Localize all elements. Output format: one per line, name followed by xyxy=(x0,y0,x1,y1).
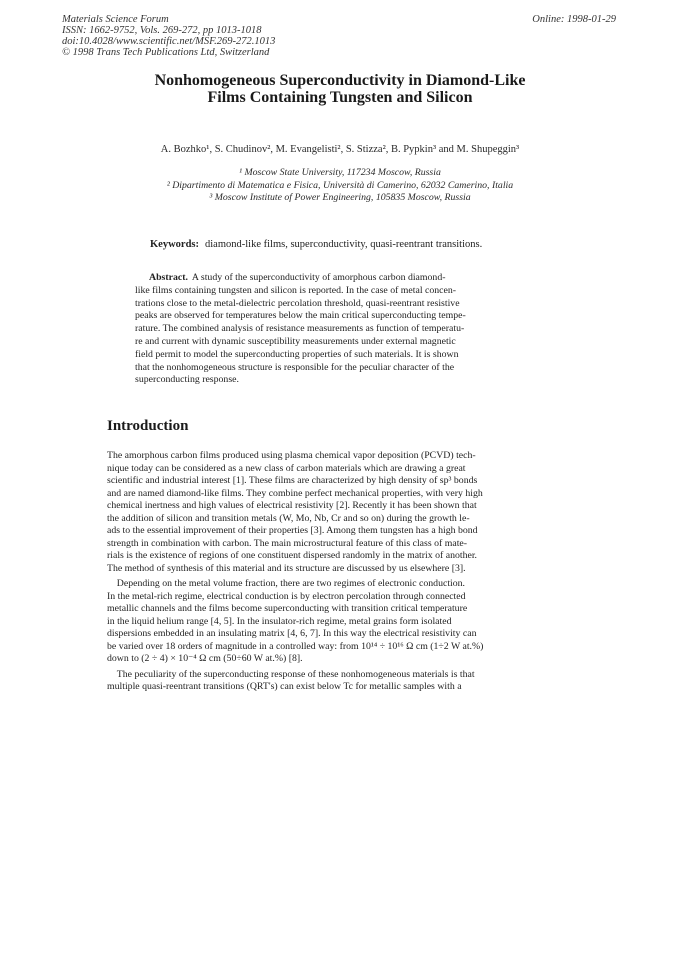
abstract-line: rature. The combined analysis of resistance measurements as function of temperatu- xyxy=(135,323,465,335)
abstract-line: peaks are observed for temperatures below the main critical superconducting tempe- xyxy=(135,310,466,322)
body-line: dispersions embedded in an insulating matrix [4, 6, 7]. In this way the electrical resistivity can xyxy=(107,628,477,639)
copyright-line: © 1998 Trans Tech Publications Ltd, Switzerland xyxy=(62,47,270,58)
abstract-line: that the nonhomogeneous structure is responsible for the peculiar character of the xyxy=(135,361,455,373)
affiliations xyxy=(60,167,620,205)
body-line: In the metal-rich regime, electrical conduction is by electron percolation through connected xyxy=(107,590,466,602)
abstract-line: Abstract. A study of the superconductivity of amorphous carbon diamond- xyxy=(135,272,527,285)
journal-name: Materials Science Forum xyxy=(62,14,169,25)
section-body xyxy=(107,450,553,694)
body-line: The amorphous carbon films produced using plasma chemical vapor deposition (PCVD) tech- xyxy=(107,450,476,461)
abstract-label: Abstract. xyxy=(149,272,188,283)
author-list: A. Bozhko¹, S. Chudinov², M. Evangelisti², S. Stizza², B. Pypkin³ and M. Shupeggin³ xyxy=(160,144,520,155)
abstract-line: field permit to model the superconducting properties of such materials. It is shown xyxy=(135,348,459,360)
body-line: strength in combination with carbon. The main microstructural feature of this class of mate- xyxy=(107,537,468,549)
abstract xyxy=(135,272,527,387)
keywords-text: diamond-like films, superconductivity, quasi-reentrant transitions. xyxy=(205,239,483,250)
body-line: nique today can be considered as a new class of carbon materials which are drawing a great xyxy=(107,462,466,474)
abstract-line: superconducting response. xyxy=(135,374,239,386)
abstract-line: like films containing tungsten and silicon is reported. In the case of metal concen- xyxy=(135,284,457,296)
abstract-line: trations close to the metal-dielectric percolation threshold, quasi-reentrant resistive xyxy=(135,297,460,309)
body-line: The method of synthesis of this material and its structure are discussed by us elsewhere [3]. xyxy=(107,562,466,574)
publication-info xyxy=(62,14,275,58)
paper-title xyxy=(90,72,590,106)
body-line: be varied over 18 orders of magnitude in a controlled way: from 10¹⁴ ÷ 10¹⁶ Ω cm (1÷2 W at.%) xyxy=(107,640,484,652)
section-heading: Introduction xyxy=(107,418,189,434)
body-line: chemical inertness and high values of electrical resistivity [2]. Recently it has been shown that xyxy=(107,500,477,511)
affiliation-3: ³ Moscow Institute of Power Engineering, 105835 Moscow, Russia xyxy=(209,192,471,203)
body-line: scientific and industrial interest [1]. These films are characterized by high density of sp³ bonds xyxy=(107,475,478,486)
title-line: Films Containing Tungsten and Silicon xyxy=(207,89,473,106)
body-line: multiple quasi-reentrant transitions (QRT's) can exist below Tc for metallic samples with a xyxy=(107,681,462,692)
affiliation-1: ¹ Moscow State University, 117234 Moscow, Russia xyxy=(239,167,441,178)
online-date: Online: 1998-01-29 xyxy=(532,14,616,25)
body-line: Depending on the metal volume fraction, there are two regimes of electronic conduction. xyxy=(116,578,466,589)
body-line: down to (2 ÷ 4) × 10⁻⁴ Ω cm (50÷60 W at.%) [8]. xyxy=(107,653,303,664)
doi-link[interactable]: doi:10.4028/www.scientific.net/MSF.269-272.1013 xyxy=(62,36,276,47)
keywords xyxy=(150,239,482,251)
body-line: the addition of silicon and transition metals (W, Mo, Nb, Cr and so on) during the growth le- xyxy=(107,512,470,524)
body-line: ads to the essential improvement of their properties [3]. Among them tungsten has a high bond xyxy=(107,525,478,536)
issn-line: ISSN: 1662-9752, Vols. 269-272, pp 1013-1018 xyxy=(62,25,262,36)
affiliation-2: ² Dipartimento di Matematica e Fisica, Università di Camerino, 62032 Camerino, Italia xyxy=(166,179,514,191)
keywords-label: Keywords: xyxy=(150,239,199,250)
body-line: rials is the existence of regions of one constituent dispersed randomly in the matrix of another. xyxy=(107,550,478,561)
body-line: and are named diamond-like films. They combine perfect mechanical properties, with very high xyxy=(107,487,483,499)
abstract-line: re and current with dynamic susceptibility measurements under external magnetic xyxy=(135,335,456,347)
body-line: metallic channels and the films become superconducting with transition critical temperature xyxy=(107,603,468,614)
title-line: Nonhomogeneous Superconductivity in Diamond-Like xyxy=(154,72,526,89)
body-line: in the liquid helium range [4, 5]. In the insulator-rich regime, metal grains form isolated xyxy=(107,615,452,627)
body-line: The peculiarity of the superconducting response of these nonhomogeneous materials is that xyxy=(116,668,475,680)
